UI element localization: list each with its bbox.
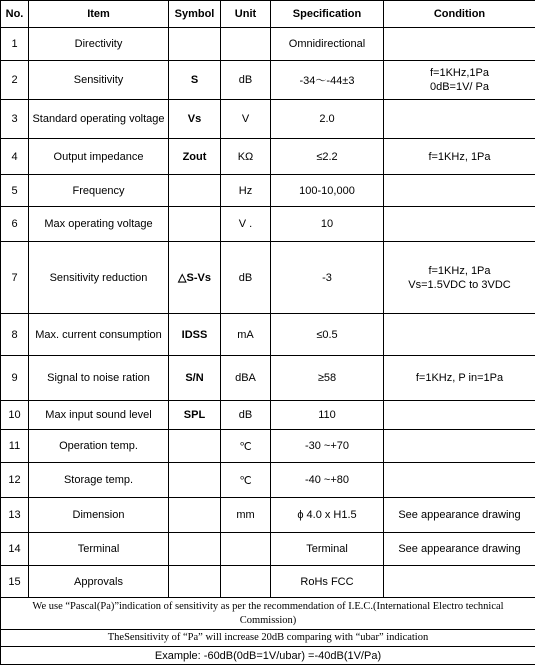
row-unit: dB xyxy=(221,242,271,314)
row-condition xyxy=(384,401,535,430)
row-spec: -34～-44±3 xyxy=(271,61,384,100)
table-header-row xyxy=(1,1,535,28)
row-condition: See appearance drawing xyxy=(384,533,535,566)
table-row xyxy=(1,175,535,207)
table-row xyxy=(1,61,535,100)
row-symbol: △S-Vs xyxy=(169,242,221,314)
table-row xyxy=(1,100,535,139)
row-item: Max input sound level xyxy=(29,401,169,430)
table-row xyxy=(1,28,535,61)
header-no: No. xyxy=(1,1,29,28)
row-symbol: Zout xyxy=(169,139,221,175)
row-symbol xyxy=(169,175,221,207)
row-condition: f=1KHz,1Pa 0dB=1V/ Pa xyxy=(384,61,535,100)
row-item: Sensitivity xyxy=(29,61,169,100)
row-no: 9 xyxy=(1,356,29,401)
row-condition xyxy=(384,463,535,498)
row-item: Standard operating voltage xyxy=(29,100,169,139)
row-item: Signal to noise ration xyxy=(29,356,169,401)
table-row xyxy=(1,356,535,401)
row-symbol: SPL xyxy=(169,401,221,430)
notes-row xyxy=(1,598,535,630)
row-no: 4 xyxy=(1,139,29,175)
header-item: Item xyxy=(29,1,169,28)
row-symbol xyxy=(169,498,221,533)
row-no: 14 xyxy=(1,533,29,566)
row-unit: mA xyxy=(221,314,271,356)
row-spec: 2.0 xyxy=(271,100,384,139)
row-no: 2 xyxy=(1,61,29,100)
row-symbol: S xyxy=(169,61,221,100)
row-spec: -30 ~+70 xyxy=(271,430,384,463)
row-unit xyxy=(221,533,271,566)
row-item: Directivity xyxy=(29,28,169,61)
row-no: 8 xyxy=(1,314,29,356)
row-no: 6 xyxy=(1,207,29,242)
row-symbol: S/N xyxy=(169,356,221,401)
row-condition xyxy=(384,175,535,207)
row-item: Operation temp. xyxy=(29,430,169,463)
row-condition: f=1KHz, P in=1Pa xyxy=(384,356,535,401)
row-no: 3 xyxy=(1,100,29,139)
row-no: 5 xyxy=(1,175,29,207)
row-unit: ℃ xyxy=(221,463,271,498)
row-no: 11 xyxy=(1,430,29,463)
row-no: 1 xyxy=(1,28,29,61)
row-unit: V . xyxy=(221,207,271,242)
table-row xyxy=(1,566,535,598)
row-spec: Terminal xyxy=(271,533,384,566)
row-item: Storage temp. xyxy=(29,463,169,498)
row-spec: ≤0.5 xyxy=(271,314,384,356)
row-unit xyxy=(221,566,271,598)
row-symbol xyxy=(169,566,221,598)
row-item: Dimension xyxy=(29,498,169,533)
table-row xyxy=(1,430,535,463)
row-symbol: Vs xyxy=(169,100,221,139)
row-condition xyxy=(384,207,535,242)
row-unit: Hz xyxy=(221,175,271,207)
table-row xyxy=(1,533,535,566)
header-condition: Condition xyxy=(384,1,535,28)
row-no: 13 xyxy=(1,498,29,533)
header-unit: Unit xyxy=(221,1,271,28)
row-condition xyxy=(384,100,535,139)
table-row xyxy=(1,242,535,314)
row-unit: ℃ xyxy=(221,430,271,463)
row-unit: V xyxy=(221,100,271,139)
row-spec: 110 xyxy=(271,401,384,430)
row-condition: f=1KHz, 1Pa Vs=1.5VDC to 3VDC xyxy=(384,242,535,314)
row-spec: -40 ~+80 xyxy=(271,463,384,498)
row-condition: See appearance drawing xyxy=(384,498,535,533)
table-row xyxy=(1,401,535,430)
row-unit: dB xyxy=(221,61,271,100)
row-unit: mm xyxy=(221,498,271,533)
row-condition xyxy=(384,566,535,598)
row-spec: RoHs FCC xyxy=(271,566,384,598)
header-symbol: Symbol xyxy=(169,1,221,28)
note-ubar: TheSensitivity of “Pa” will increase 20dB comparing with “ubar” indication xyxy=(1,630,535,647)
row-item: Approvals xyxy=(29,566,169,598)
row-item: Frequency xyxy=(29,175,169,207)
table-row xyxy=(1,139,535,175)
header-specification: Specification xyxy=(271,1,384,28)
row-no: 10 xyxy=(1,401,29,430)
row-symbol: IDSS xyxy=(169,314,221,356)
row-condition xyxy=(384,430,535,463)
row-unit: dB xyxy=(221,401,271,430)
note-iec: We use “Pascal(Pa)”indication of sensitivity as per the recommendation of I.E.C.(International Electro technical Commission) xyxy=(1,598,535,630)
table-row xyxy=(1,207,535,242)
row-item: Output impedance xyxy=(29,139,169,175)
row-no: 7 xyxy=(1,242,29,314)
row-unit: KΩ xyxy=(221,139,271,175)
note-example: Example: -60dB(0dB=1V/ubar) =-40dB(1V/Pa) xyxy=(1,647,535,665)
row-spec: Omnidirectional xyxy=(271,28,384,61)
row-spec: ϕ 4.0 x H1.5 xyxy=(271,498,384,533)
row-symbol xyxy=(169,207,221,242)
row-item: Sensitivity reduction xyxy=(29,242,169,314)
row-spec: ≥58 xyxy=(271,356,384,401)
row-item: Max operating voltage xyxy=(29,207,169,242)
row-spec: -3 xyxy=(271,242,384,314)
row-spec: 100-10,000 xyxy=(271,175,384,207)
row-unit xyxy=(221,28,271,61)
row-item: Terminal xyxy=(29,533,169,566)
row-spec: ≤2.2 xyxy=(271,139,384,175)
table-row xyxy=(1,498,535,533)
table-row xyxy=(1,463,535,498)
notes-row xyxy=(1,630,535,647)
row-symbol xyxy=(169,533,221,566)
row-symbol xyxy=(169,430,221,463)
row-condition: f=1KHz, 1Pa xyxy=(384,139,535,175)
table-row xyxy=(1,314,535,356)
row-condition xyxy=(384,28,535,61)
row-symbol xyxy=(169,463,221,498)
row-symbol xyxy=(169,28,221,61)
row-unit: dBA xyxy=(221,356,271,401)
row-item: Max. current consumption xyxy=(29,314,169,356)
row-no: 12 xyxy=(1,463,29,498)
row-spec: 10 xyxy=(271,207,384,242)
row-no: 15 xyxy=(1,566,29,598)
row-condition xyxy=(384,314,535,356)
